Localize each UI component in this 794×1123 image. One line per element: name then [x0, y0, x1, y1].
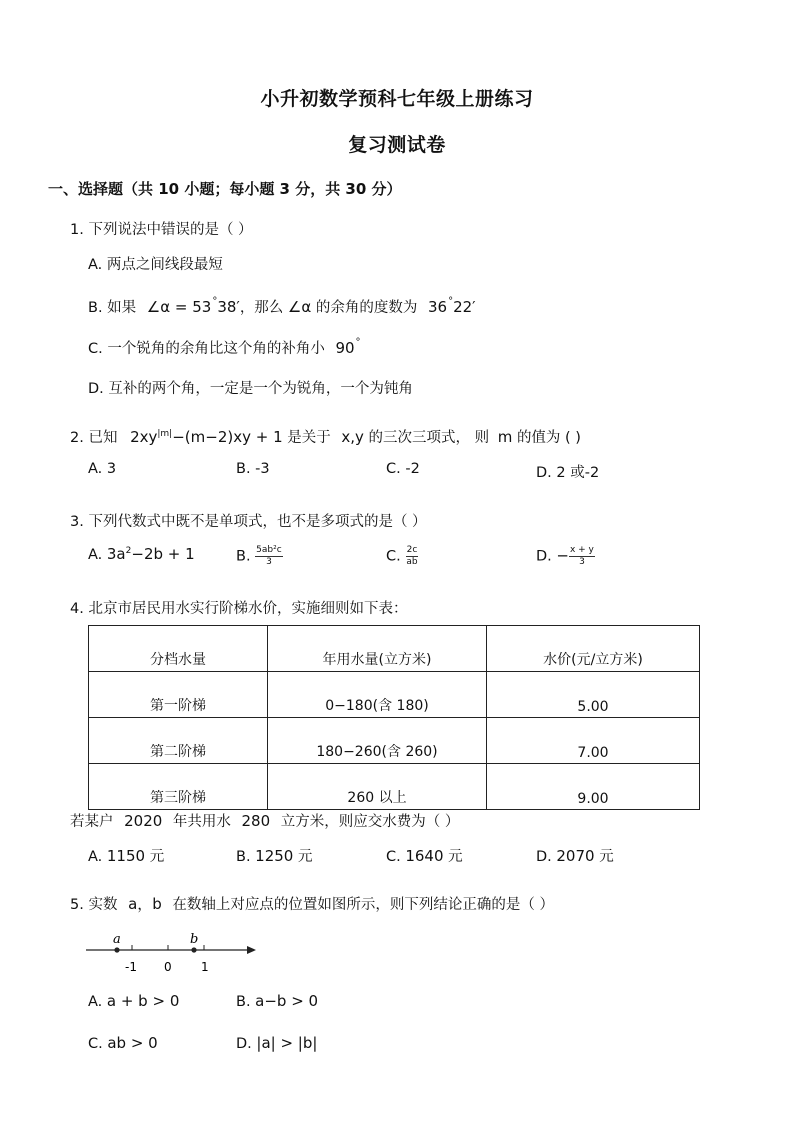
- q5-option-c: C. ab > 0: [88, 1034, 158, 1052]
- table-header: 年用水量(立方米): [268, 626, 487, 672]
- q4-amount: 280: [241, 812, 271, 830]
- table-cell: 9.00: [487, 764, 700, 810]
- tick-label-zero: 0: [164, 960, 172, 974]
- q1-b-mid: ，那么: [239, 300, 284, 316]
- point-a-label: a: [113, 932, 121, 947]
- q2-expression: $2xy^{|m|}-(m-2)xy + 1$: [130, 428, 283, 446]
- q1-b-prefix: B. 如果: [88, 300, 137, 316]
- table-cell: 第二阶梯: [89, 718, 268, 764]
- point-b: [191, 947, 196, 952]
- q3-d-fraction: $\frac{x + y}{3}$: [569, 545, 594, 567]
- q1-option-b: [88, 296, 476, 317]
- q2-option-d: D. 2 或-2: [536, 465, 600, 481]
- q4-option-c: C. 1640 元: [386, 847, 463, 865]
- page-subtitle: 复习测试卷: [348, 134, 446, 156]
- q4-option-d: D. 2070 元: [536, 847, 614, 865]
- q2-stem: 2. 已知 $2xy^{|m|}-(m-2)xy + 1$ 是关于 x,y 的三次三项式， 则 m 的值为 ( ): [70, 428, 581, 446]
- table-cell: 第三阶梯: [89, 764, 268, 810]
- table-cell: 260 以上: [268, 764, 487, 810]
- q5-stem: 5. 实数 a，b 在数轴上对应点的位置如图所示，则下列结论正确的是（ ）: [70, 895, 554, 913]
- page-title: 小升初数学预科七年级上册练习: [260, 88, 534, 110]
- point-a: [114, 947, 119, 952]
- table-row: [89, 764, 700, 810]
- table-header: 水价(元/立方米): [487, 626, 700, 672]
- q4-followup: 若某户 2020 年共用水 280 立方米，则应交水费为（ ）: [70, 812, 460, 830]
- q3-option-c: C. $\frac{2c}{ab}$: [386, 545, 418, 567]
- q1-option-d: D. 互补的两个角，一定是一个为锐角，一个为钝角: [88, 381, 413, 397]
- q1-b-value: 36°22′: [427, 296, 476, 316]
- q2-m: m: [497, 428, 513, 446]
- table-cell: 第一阶梯: [89, 672, 268, 718]
- q3-b-fraction: $\frac{\text{5ab²c}}{3}$: [256, 545, 282, 567]
- q2-vars: x,y: [341, 428, 364, 446]
- q2-option-a: A. 3: [88, 461, 117, 477]
- q1-b-angle2: ∠α: [287, 298, 312, 316]
- q3-a-expr: $3a^2-2b + 1$: [106, 545, 195, 563]
- q1-option-c: [88, 337, 361, 358]
- q4-year: 2020: [124, 812, 163, 830]
- q3-stem: 3. 下列代数式中既不是单项式，也不是多项式的是（ ）: [70, 514, 427, 530]
- q4-option-b: B. 1250 元: [236, 847, 313, 865]
- table-cell: 5.00: [487, 672, 700, 718]
- q3-option-d: D. − $\frac{x + y}{3}$: [536, 545, 594, 567]
- tick-label-neg1: -1: [125, 960, 137, 974]
- q1-stem: 1. 下列说法中错误的是（ ）: [70, 222, 253, 238]
- tick-label-one: 1: [201, 960, 209, 974]
- q3-c-fraction: $\frac{2c}{ab}$: [406, 545, 418, 567]
- table-cell: 180−260(含 260): [268, 718, 487, 764]
- table-cell: 7.00: [487, 718, 700, 764]
- section-heading: 一、选择题（共 10 小题；每小题 3 分，共 30 分）: [48, 180, 402, 198]
- q1-b-angle: ∠α = 53°38′: [146, 296, 240, 316]
- table-row: [89, 718, 700, 764]
- q5-option-d: D. |a| > |b|: [236, 1034, 318, 1052]
- q3-option-b: B. $\frac{\text{5ab²c}}{3}$: [236, 545, 282, 567]
- q5-option-a: A. a + b > 0: [88, 992, 180, 1010]
- q4-option-a: A. 1150 元: [88, 847, 165, 865]
- q1-b-post: 的余角的度数为: [315, 300, 418, 316]
- q5-option-b: B. a−b > 0: [236, 992, 319, 1010]
- point-b-label: b: [190, 932, 199, 947]
- q1-option-a: A. 两点之间线段最短: [88, 257, 223, 273]
- table-cell: 0−180(含 180): [268, 672, 487, 718]
- number-line-arrow: [247, 946, 256, 954]
- number-line-figure: [86, 928, 266, 976]
- q2-option-c: C. -2: [386, 461, 420, 477]
- q4-stem: 4. 北京市居民用水实行阶梯水价，实施细则如下表：: [70, 601, 408, 617]
- q3-option-a: A. $3a^2-2b + 1$: [88, 545, 195, 563]
- q1-c-text: C. 一个锐角的余角比这个角的补角小: [88, 341, 325, 357]
- q1-c-value: 90°: [335, 337, 361, 357]
- table-header-row: [89, 626, 700, 672]
- water-price-table: [88, 625, 700, 810]
- q2-option-b: B. -3: [236, 461, 270, 477]
- table-header: 分档水量: [89, 626, 268, 672]
- q5-vars: a，b: [128, 895, 162, 913]
- table-row: [89, 672, 700, 718]
